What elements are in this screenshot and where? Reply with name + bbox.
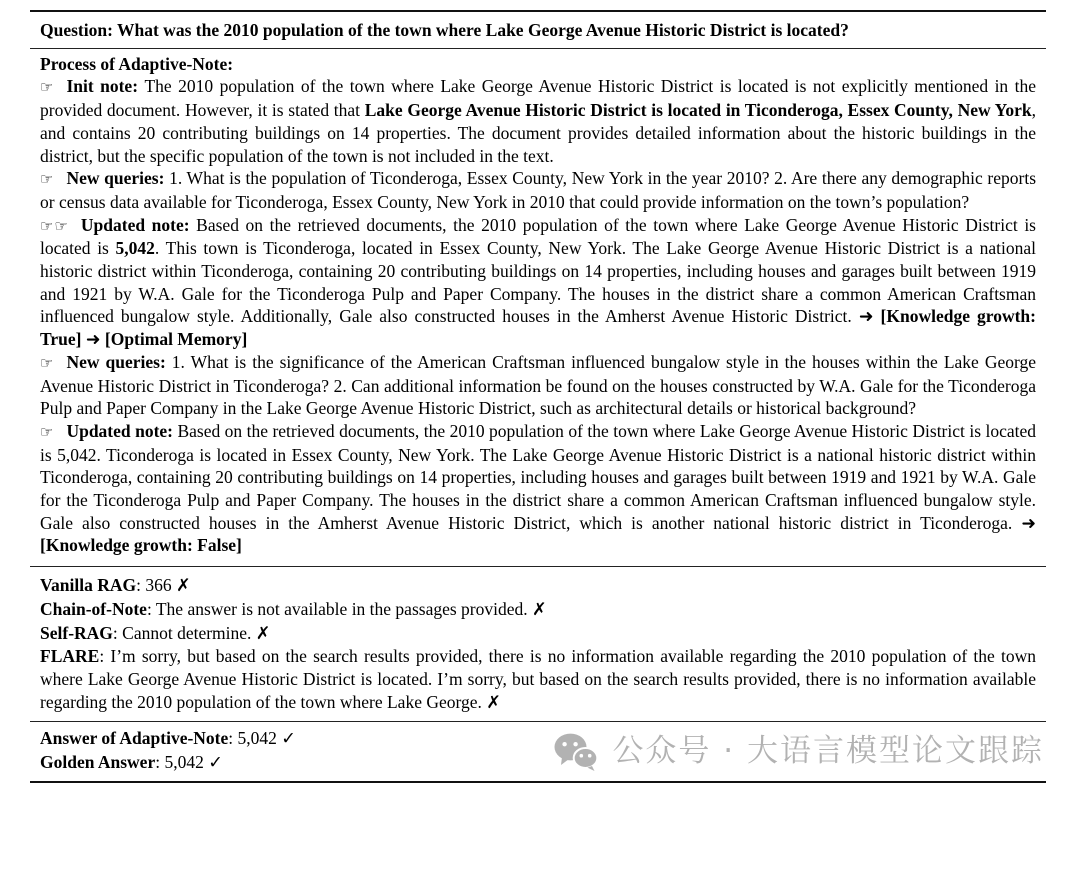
cross-mark-icon: ✗ — [532, 599, 547, 620]
process-step — [40, 351, 1036, 420]
pointing-hand-icon: ☞ — [40, 353, 55, 372]
watermark-text: 公众号 · 大语言模型论文跟踪 — [612, 733, 1044, 770]
cross-mark-icon: ✗ — [486, 692, 501, 713]
question-label: Question: — [40, 20, 113, 40]
step-text-bold: ➜ [Knowledge growth: True] ➜ [Optimal Memory] — [40, 306, 1036, 350]
process-step — [40, 75, 1036, 167]
baselines-section — [30, 566, 1046, 721]
process-step — [40, 420, 1036, 557]
step-text: , and contains 20 contributing buildings on 14 properties. The document provides detailed information about the historic buildings in the district, but the specific population of the town is not included in the text. — [40, 100, 1036, 166]
step-text: Based on the retrieved documents, the 2010 population of the town where Lake George Avenue Historic District is located is 5,042. Ticonderoga is located in Essex County, New York. The Lake George Avenue Historic District is a national historic district within Ticonderoga, containing 20 contributing buildings on 14 properties, including houses and garages built between 1919 and 1921 by W.A. Gale for the Ticonderoga Pulp and Paper Company. The houses in the district share a common American Craftsman influenced bungalow style. Gale also constructed houses in the Amherst Avenue Historic District, which is another national historic district in Ticonderoga. — [40, 420, 1036, 533]
pointing-hand-icon: ☞ — [40, 170, 55, 189]
case-study-table — [30, 10, 1046, 783]
step-label: Updated note: — [80, 214, 197, 235]
method-label: Self-RAG — [40, 622, 113, 643]
method-label: Golden Answer — [40, 752, 156, 773]
step-label: Init note: — [66, 76, 145, 97]
pointing-hand-icon: ☞ — [40, 422, 55, 441]
pointing-hand-icon: ☞☞ — [40, 216, 69, 235]
step-text: Based on the retrieved documents, the 2010 population of the town where Lake George Avenue Historic District is located is — [40, 214, 1036, 259]
baseline-row: FLARE: I’m sorry, but based on the search results provided, there is no information available regarding the 2010 population of the town where Lake George Avenue Historic District is located. I’m sorry, but based on the search results provided, there is no information available regarding the 2010 population of the town where Lake George. ✗ — [40, 646, 1036, 713]
step-label: New queries: — [66, 168, 170, 189]
step-label: New queries: — [66, 351, 172, 372]
method-label: Answer of Adaptive-Note — [40, 728, 229, 749]
process-heading: Process of Adaptive-Note: — [40, 53, 234, 74]
check-mark-icon: ✓ — [281, 729, 296, 750]
baseline-row: Chain-of-Note: The answer is not available in the passages provided. ✗ — [40, 598, 547, 620]
step-text: The 2010 population of the town where Lake George Avenue Historic District is located is not explicitly mentioned in the provided document. However, it is stated that — [40, 76, 1036, 121]
step-text-bold: Lake George Avenue Historic District is located in Ticonderoga, Essex County, New York — [364, 100, 1032, 121]
baseline-row: Vanilla RAG: 366 ✗ — [40, 575, 191, 597]
question-text: What was the 2010 population of the town where Lake George Avenue Historic District is located? — [117, 20, 849, 40]
cross-mark-icon: ✗ — [176, 576, 191, 597]
method-label: FLARE — [40, 646, 100, 667]
answer-row: Answer of Adaptive-Note: 5,042 ✓ — [40, 728, 296, 750]
step-text: 1. What is the population of Ticonderoga, Essex County, New York in the year 2010? 2. Are there any demographic reports or census data available for Ticonderoga, Essex County, New York in 2010 that could provide information on the town’s population? — [40, 168, 1037, 212]
answer-row: Golden Answer: 5,042 ✓ — [40, 752, 223, 774]
method-label: Chain-of-Note — [40, 598, 147, 619]
step-text-bold: 5,042 — [115, 238, 155, 259]
pointing-hand-icon: ☞ — [40, 78, 55, 97]
answers-list — [40, 727, 1036, 774]
step-text-bold: ➜ [Knowledge growth: False] — [40, 512, 1036, 556]
baseline-row: Self-RAG: Cannot determine. ✗ — [40, 622, 271, 644]
check-mark-icon: ✓ — [208, 753, 223, 774]
process-step — [40, 167, 1036, 213]
cross-mark-icon: ✗ — [255, 623, 271, 644]
step-label: Updated note: — [66, 420, 178, 441]
question-row — [30, 12, 1046, 48]
process-section — [30, 48, 1046, 566]
process-steps — [40, 75, 1036, 557]
process-step — [40, 214, 1036, 351]
method-label: Vanilla RAG — [40, 575, 137, 596]
step-text: . This town is Ticonderoga, located in Essex County, New York. The Lake George Avenue Historic District is a national historic district within Ticonderoga, containing 20 contributing buildings on 14 properties, including houses and garages built between 1919 and 1921 by W.A. Gale for the Ticonderoga Pulp and Paper Company. The houses in the district share a common American Craftsman influenced bungalow style. Additionally, Gale also constructed houses in the Amherst Avenue Historic District. — [40, 238, 1036, 327]
step-text: 1. What is the significance of the American Craftsman influenced bungalow style in the houses within the Lake George Avenue Historic District in Ticonderoga? 2. Can additional information be found on the houses constructed by W.A. Gale for the Ticonderoga Pulp and Paper Company in the Lake George Avenue Historic District, such as architectural details or historical background? — [40, 351, 1037, 419]
answers-section — [30, 721, 1046, 780]
